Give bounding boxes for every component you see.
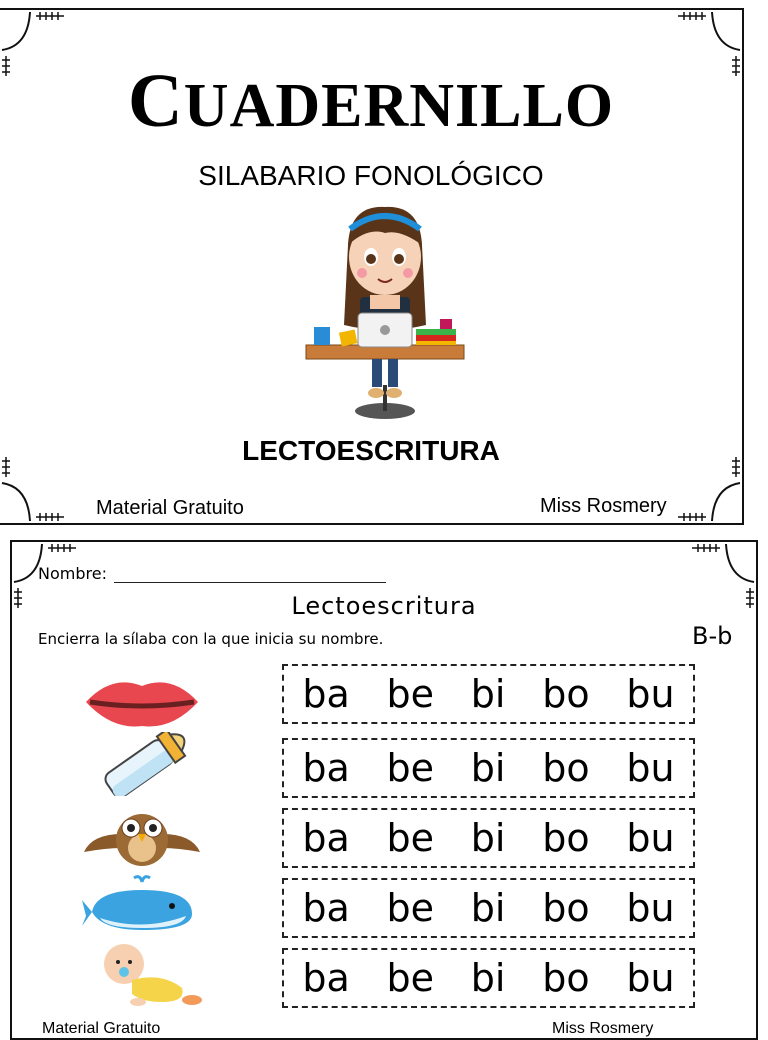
syllable-option[interactable]: bu <box>626 886 675 930</box>
syllable-row <box>282 808 695 868</box>
syllable-option[interactable]: be <box>386 816 435 860</box>
name-input-line[interactable] <box>114 582 386 583</box>
footer-material: Material Gratuito <box>42 1020 161 1037</box>
owl-icon <box>82 804 202 868</box>
syllable-option[interactable]: be <box>386 672 435 716</box>
syllable-option[interactable]: bo <box>542 746 590 790</box>
girl-at-desk-icon <box>300 205 470 425</box>
syllable-option[interactable]: bo <box>542 672 590 716</box>
material-label: Material Gratuito <box>96 497 244 519</box>
syllable-option[interactable]: be <box>386 746 435 790</box>
name-label: Nombre: <box>38 564 107 583</box>
syllable-option[interactable]: bo <box>542 886 590 930</box>
worksheet-title: Lectoescritura <box>291 592 477 620</box>
instruction: Encierra la sílaba con la que inicia su nombre. <box>38 630 384 648</box>
whale-icon <box>82 872 202 936</box>
syllable-option[interactable]: ba <box>302 886 350 930</box>
syllable-row <box>282 664 695 724</box>
cover-subtitle: SILABARIO FONOLÓGICO <box>198 160 544 191</box>
syllable-option[interactable]: bu <box>626 746 675 790</box>
worksheet-page <box>10 540 758 1040</box>
footer-author: Miss Rosmery <box>552 1020 654 1037</box>
baby-icon <box>82 942 202 1006</box>
syllable-option[interactable]: be <box>386 886 435 930</box>
syllable-option[interactable]: bo <box>542 816 590 860</box>
baby-bottle-icon <box>82 732 202 796</box>
syllable-row <box>282 878 695 938</box>
cover-page <box>0 8 744 525</box>
letter-label: B-b <box>692 622 733 650</box>
syllable-option[interactable]: bu <box>626 816 675 860</box>
syllable-option[interactable]: bi <box>470 886 506 930</box>
syllable-row <box>282 948 695 1008</box>
lips-icon <box>82 670 202 734</box>
syllable-option[interactable]: bi <box>470 672 506 716</box>
syllable-option[interactable]: bu <box>626 672 675 716</box>
syllable-option[interactable]: ba <box>302 672 350 716</box>
syllable-option[interactable]: bi <box>470 956 506 1000</box>
syllable-option[interactable]: ba <box>302 956 350 1000</box>
syllable-option[interactable]: bi <box>470 746 506 790</box>
syllable-row <box>282 738 695 798</box>
syllable-option[interactable]: bi <box>470 816 506 860</box>
cover-section-title: LECTOESCRITURA <box>242 435 500 466</box>
author-label: Miss Rosmery <box>540 495 667 517</box>
cover-title: CUADERNILLO <box>127 59 615 143</box>
syllable-option[interactable]: ba <box>302 816 350 860</box>
syllable-option[interactable]: bo <box>542 956 590 1000</box>
syllable-option[interactable]: bu <box>626 956 675 1000</box>
syllable-option[interactable]: ba <box>302 746 350 790</box>
syllable-option[interactable]: be <box>386 956 435 1000</box>
